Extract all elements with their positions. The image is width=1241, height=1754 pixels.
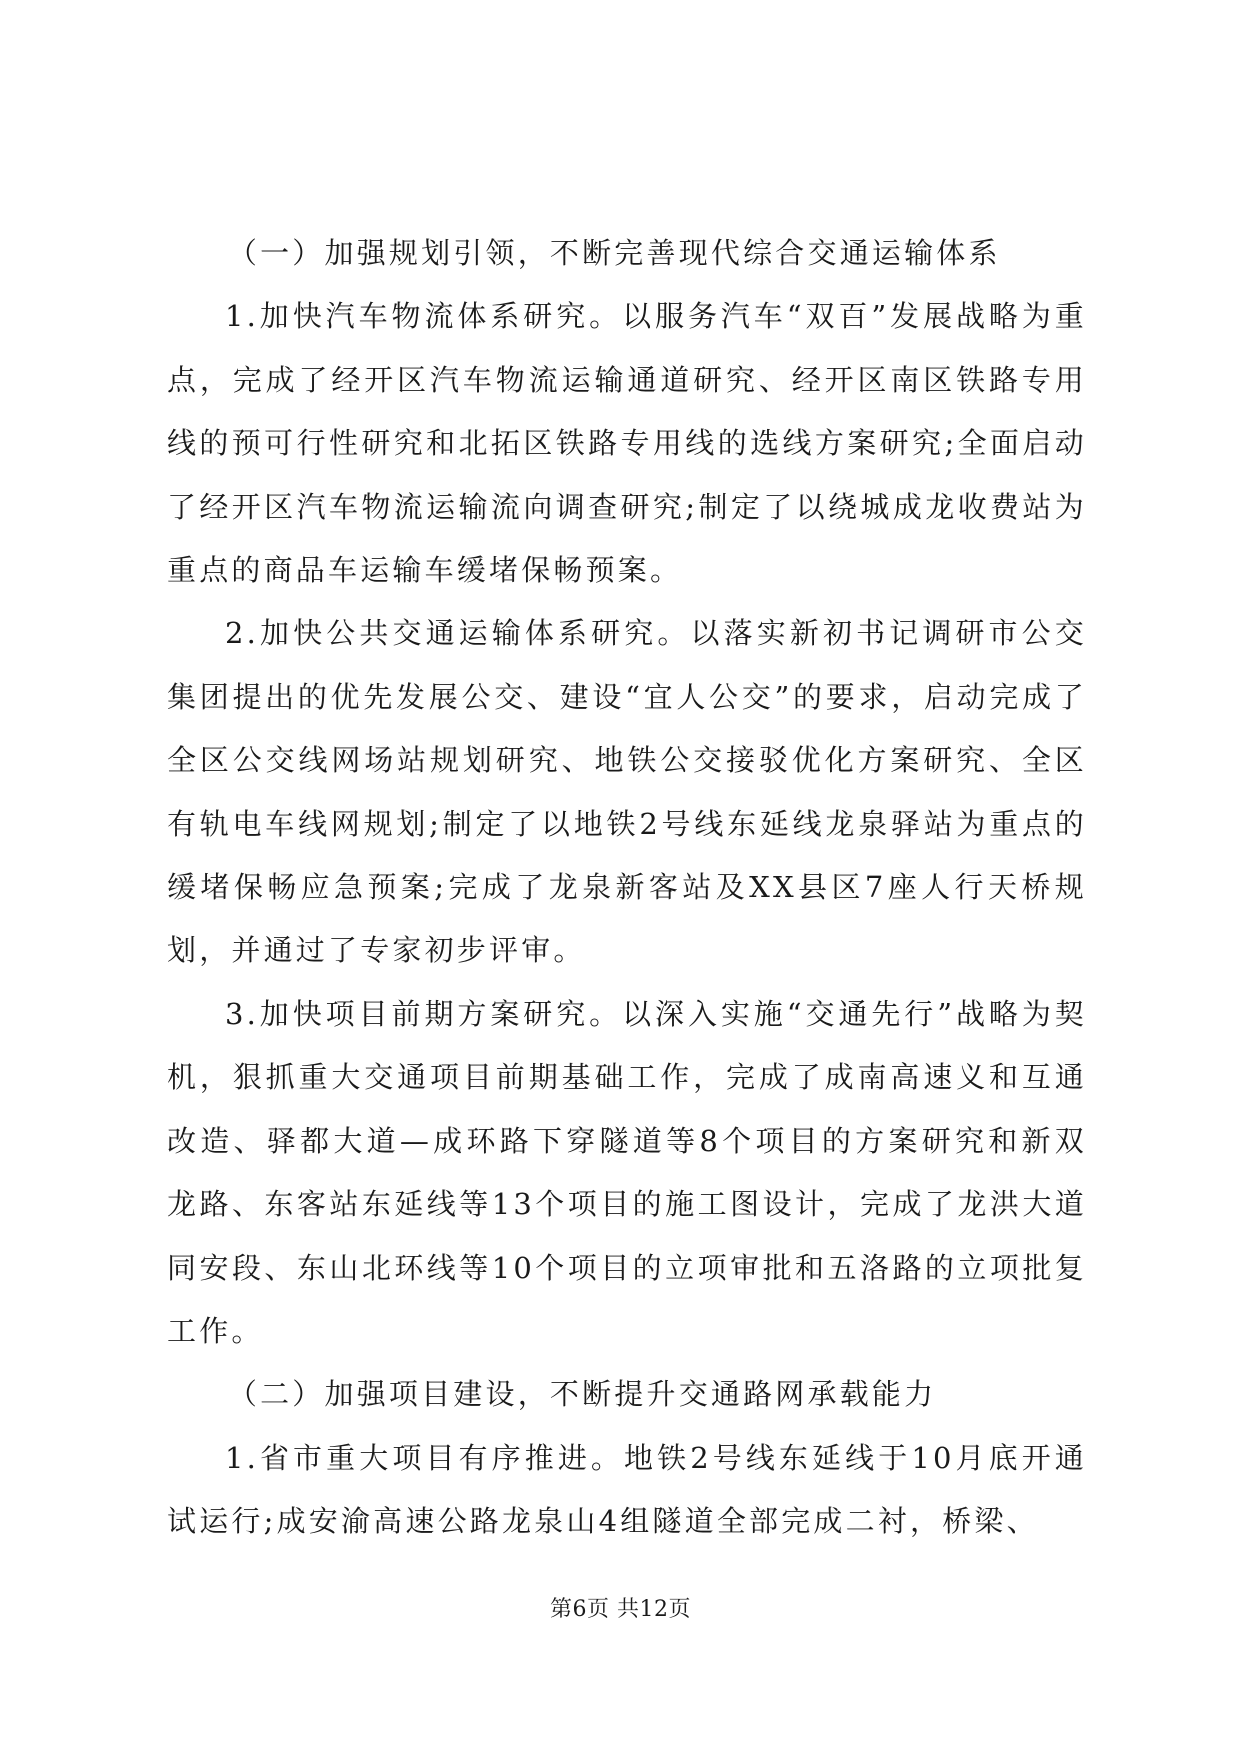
section-heading-2: （二）加强项目建设，不断提升交通路网承载能力 [227,1377,937,1412]
body-paragraph-2: 2.加快公共交通运输体系研究。以落实新初书记调研市公交集团提出的优先发展公交、建设“宜人公交”的要求，启动完成了全区公交线网场站规划研究、地铁公交接驳优化方案研究、全区有轨电车线网规划;制定了以地铁2号线东延线龙泉驿站为重点的缓堵保畅应急预案;完成了龙泉新客站及XX县区7座人行天桥规划，并通过了专家初步评审。 [167,616,1087,968]
page-number-footer: 第6页 共12页 [550,1597,691,1622]
document-body [167,222,1087,1554]
body-paragraph-1: 1.加快汽车物流体系研究。以服务汽车“双百”发展战略为重点，完成了经开区汽车物流运输通道研究、经开区南区铁路专用线的预可行性研究和北拓区铁路专用线的选线方案研究;全面启动了经开区汽车物流运输流向调查研究;制定了以绕城成龙收费站为重点的商品车运输车缓堵保畅预案。 [167,299,1087,588]
section-heading-1: （一）加强规划引领，不断完善现代综合交通运输体系 [227,236,1001,270]
body-paragraph-3: 3.加快项目前期方案研究。以深入实施“交通先行”战略为契机，狠抓重大交通项目前期基础工作，完成了成南高速义和互通改造、驿都大道—成环路下穿隧道等8个项目的方案研究和新双龙路、东客站东延线等13个项目的施工图设计，完成了龙洪大道同安段、东山北环线等10个项目的立项审批和五洛路的立项批复工作。 [167,996,1087,1348]
body-paragraph-4: 1.省市重大项目有序推进。地铁2号线东延线于10月底开通试运行;成安渝高速公路龙泉山4组隧道全部完成二衬，桥梁、 [167,1440,1087,1539]
